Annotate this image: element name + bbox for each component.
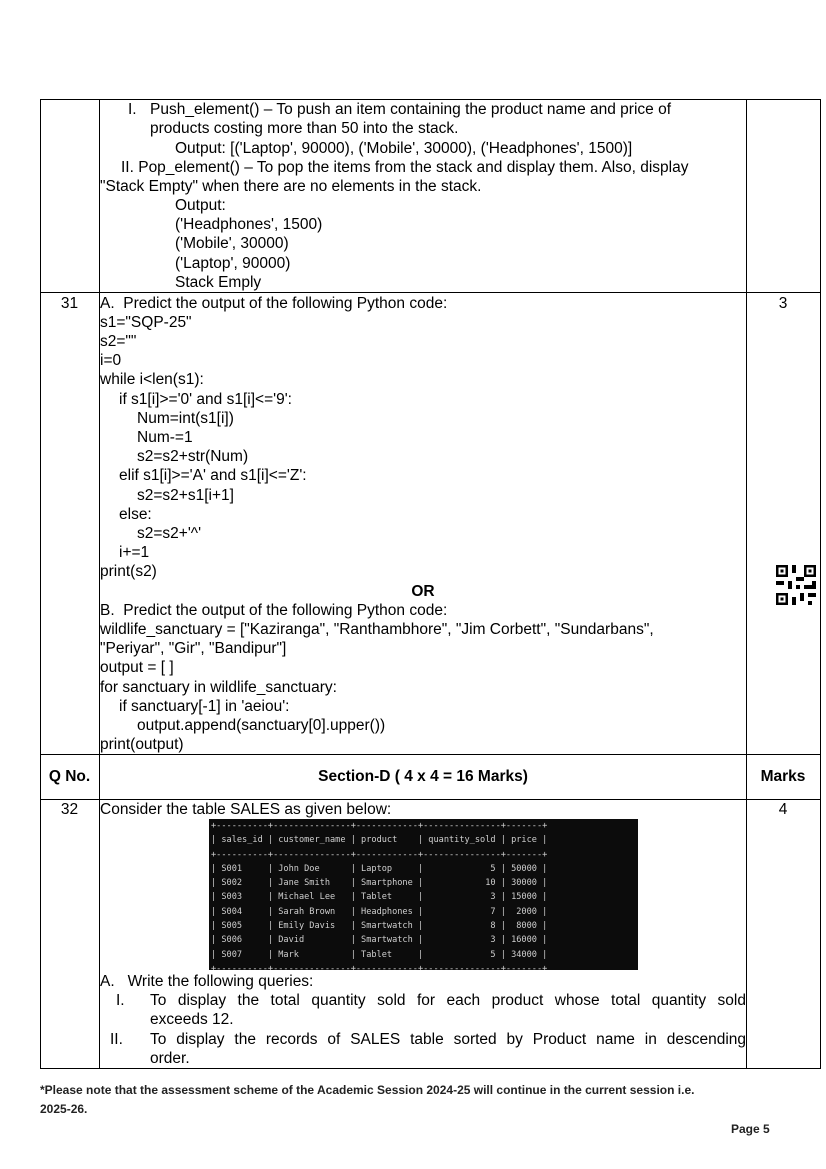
table-border	[746, 99, 747, 1069]
code-line: output.append(sanctuary[0].upper())	[137, 717, 386, 734]
code-line: A. Predict the output of the following Python code:	[100, 295, 448, 312]
question-text: ('Mobile', 30000)	[175, 235, 289, 252]
question-text: II. Pop_element() – To pop the items from the stack and display them. Also, display	[121, 159, 689, 176]
table-border	[40, 754, 821, 755]
qr-code-icon	[776, 565, 816, 605]
code-line: while i<len(s1):	[100, 371, 204, 388]
table-border: +----------+---------------+------------+---------------+-------+	[211, 849, 548, 860]
code-line: for sanctuary in wildlife_sanctuary:	[100, 679, 337, 696]
code-line: Num-=1	[137, 429, 193, 446]
question-text: Consider the table SALES as given below:	[100, 801, 392, 818]
roman-numeral: I.	[128, 101, 137, 118]
question-text: Output: [('Laptop', 90000), ('Mobile', 30000), ('Headphones', 1500)]	[175, 140, 633, 157]
code-line: s2=s2+s1[i+1]	[137, 487, 234, 504]
question-text: ('Laptop', 90000)	[175, 255, 291, 272]
question-text: Stack Emply	[175, 274, 262, 291]
code-line: if s1[i]>='0' and s1[i]<='9':	[119, 391, 292, 408]
query-text: exceeds 12.	[150, 1011, 234, 1028]
code-line: s1="SQP-25"	[100, 314, 192, 331]
sales-row: | S002 | Jane Smith | Smartphone | 10 | 30000 |	[211, 878, 548, 889]
roman-numeral: II.	[110, 1031, 123, 1048]
table-border	[40, 99, 41, 1069]
sales-row: | S006 | David | Smartwatch | 3 | 16000 |	[211, 935, 548, 946]
marks-header: Marks	[760, 768, 806, 785]
code-line: s2=s2+str(Num)	[137, 448, 249, 465]
or-separator: OR	[411, 583, 435, 600]
question-text: Push_element() – To push an item containing the product name and price of	[150, 101, 672, 118]
sales-row: | S001 | John Doe | Laptop | 5 | 50000 |	[211, 863, 548, 874]
table-border	[40, 1068, 821, 1069]
sales-header: | sales_id | customer_name | product | quantity_sold | price |	[211, 835, 548, 846]
question-text: ('Headphones', 1500)	[175, 216, 323, 233]
question-marks: 3	[778, 295, 788, 312]
code-line: wildlife_sanctuary = ["Kaziranga", "Ranthambhore", "Jim Corbett", "Sundarbans",	[100, 621, 654, 638]
sales-row: | S005 | Emily Davis | Smartwatch | 8 | 8000 |	[211, 921, 548, 932]
code-line: s2=s2+'^'	[137, 525, 202, 542]
code-line: if sanctuary[-1] in 'aeiou':	[119, 698, 290, 715]
table-border: +----------+---------------+------------+---------------+-------+	[211, 963, 548, 970]
question-text: A. Write the following queries:	[100, 973, 314, 990]
query-text: To display the records of SALES table sorted by Product name in descending	[150, 1031, 746, 1048]
query-text: order.	[150, 1050, 190, 1067]
table-border	[40, 292, 821, 293]
sales-table-image	[209, 819, 638, 970]
code-line: print(s2)	[100, 563, 157, 580]
question-text: Output:	[175, 197, 226, 214]
code-line: "Periyar", "Gir", "Bandipur"]	[100, 640, 287, 657]
roman-numeral: I.	[116, 992, 125, 1009]
question-number: 32	[60, 801, 79, 818]
sales-row: | S007 | Mark | Tablet | 5 | 34000 |	[211, 949, 548, 960]
footer-note: *Please note that the assessment scheme of the Academic Session 2024-25 will continue in the current session i.e.	[40, 1083, 695, 1097]
sales-row: | S003 | Michael Lee | Tablet | 3 | 15000 |	[211, 892, 548, 903]
question-text: "Stack Empty" when there are no elements in the stack.	[100, 178, 482, 195]
table-border: +----------+---------------+------------+---------------+-------+	[211, 821, 548, 831]
question-text: products costing more than 50 into the stack.	[150, 120, 459, 137]
code-line: s2=""	[100, 333, 137, 350]
code-line: print(output)	[100, 736, 184, 753]
code-line: i=0	[100, 352, 122, 369]
query-text: To display the total quantity sold for each product whose total quantity sold	[150, 992, 746, 1009]
code-line: i+=1	[119, 544, 150, 561]
code-line: Num=int(s1[i])	[137, 410, 234, 427]
table-border	[820, 99, 821, 1069]
code-line: output = [ ]	[100, 659, 174, 676]
code-line: elif s1[i]>='A' and s1[i]<='Z':	[119, 467, 307, 484]
footer-note: 2025-26.	[40, 1102, 88, 1116]
code-line: B. Predict the output of the following Python code:	[100, 602, 448, 619]
question-marks: 4	[778, 801, 788, 818]
sales-row: | S004 | Sarah Brown | Headphones | 7 | 2000 |	[211, 906, 548, 917]
question-number: 31	[60, 295, 79, 312]
qno-header: Q No.	[48, 768, 91, 785]
code-line: else:	[119, 506, 152, 523]
page-number: Page 5	[731, 1122, 770, 1136]
section-title: Section-D ( 4 x 4 = 16 Marks)	[318, 768, 528, 785]
